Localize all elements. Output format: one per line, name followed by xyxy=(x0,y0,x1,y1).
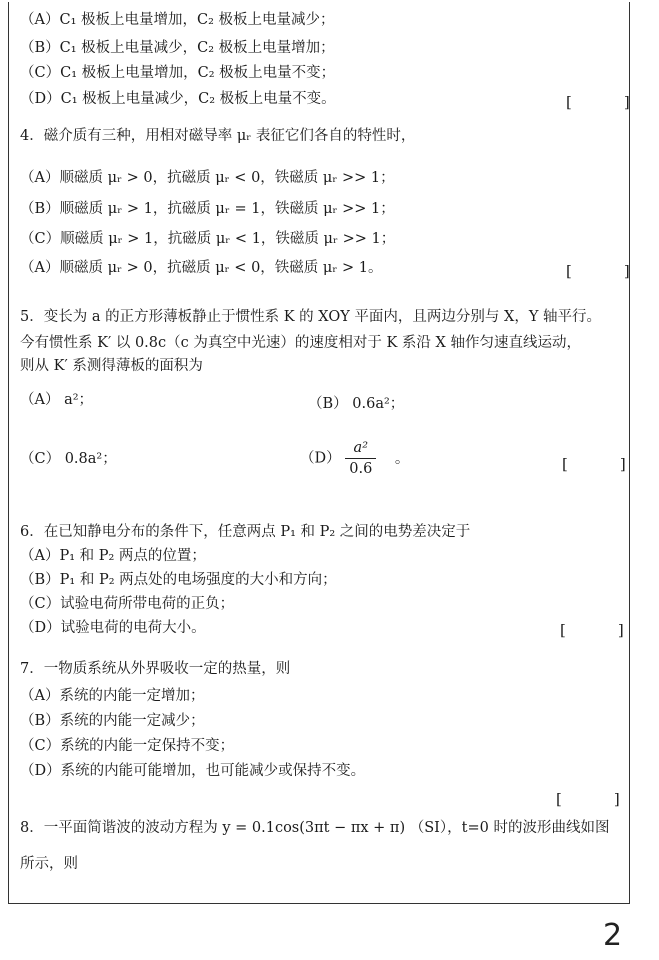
q5-stem-line2: 今有惯性系 K′ 以 0.8c（c 为真空中光速）的速度相对于 K 系沿 X 轴作匀速直线运动， xyxy=(20,335,581,351)
q5-option-d-end: 。 xyxy=(394,450,410,467)
q7-stem: 7．一物质系统从外界吸收一定的热量，则 xyxy=(20,661,291,677)
bracket-right: ] xyxy=(619,455,626,473)
q7-option-c: （C）系统的内能一定保持不变； xyxy=(20,738,235,754)
q5-option-b: （B） 0.6a²； xyxy=(308,396,405,412)
q6-option-a: （A）P₁ 和 P₂ 两点的位置； xyxy=(20,548,206,564)
q6-option-d: （D）试验电荷的电荷大小。 xyxy=(20,620,206,636)
q5-stem-line1: 5．变长为 a 的正方形薄板静止于惯性系 K 的 XOY 平面内，且两边分别与 X，Y 轴平行。 xyxy=(20,309,601,325)
q8-stem-line1: 8．一平面简谐波的波动方程为 y = 0.1cos(3πt − πx + π) （SI），t=0 时的波形曲线如图 xyxy=(20,820,610,836)
q7-option-b: （B）系统的内能一定减少； xyxy=(20,713,205,729)
q5-option-d-fraction xyxy=(345,438,376,479)
bracket-right: ] xyxy=(617,621,624,639)
q3-option-b: （B）C₁ 极板上电量减少，C₂ 极板上电量增加； xyxy=(20,40,335,56)
q4-option-c: （C）顺磁质 μᵣ > 1，抗磁质 μᵣ < 1，铁磁质 μᵣ >> 1； xyxy=(20,231,396,247)
bracket-left: [ xyxy=(566,93,572,111)
q5-option-c: （C） 0.8a²； xyxy=(20,451,117,467)
page-number: 2 xyxy=(603,918,623,953)
q4-option-d: （A）顺磁质 μᵣ > 0，抗磁质 μᵣ < 0，铁磁质 μᵣ > 1。 xyxy=(20,260,383,276)
bracket-left: [ xyxy=(566,262,572,280)
q6-stem: 6．在已知静电分布的条件下，任意两点 P₁ 和 P₂ 之间的电势差决定于 xyxy=(20,524,471,540)
q4-option-b: （B）顺磁质 μᵣ > 1，抗磁质 μᵣ = 1，铁磁质 μᵣ >> 1； xyxy=(20,201,395,217)
q4-stem: 4．磁介质有三种，用相对磁导率 μᵣ 表征它们各自的特性时， xyxy=(20,128,416,144)
q4-option-a: （A）顺磁质 μᵣ > 0，抗磁质 μᵣ < 0，铁磁质 μᵣ >> 1； xyxy=(20,170,395,186)
bracket-right: ] xyxy=(613,790,620,808)
q3-option-d: （D）C₁ 极板上电量减少，C₂ 极板上电量不变。 xyxy=(20,91,336,107)
bracket-left: [ xyxy=(562,455,568,473)
bracket-left: [ xyxy=(556,790,562,808)
bracket-right: ] xyxy=(623,262,630,280)
q5-option-d-label: （D） xyxy=(300,450,341,467)
q6-option-b: （B）P₁ 和 P₂ 两点处的电场强度的大小和方向； xyxy=(20,572,337,588)
bracket-right: ] xyxy=(623,93,630,111)
bracket-left: [ xyxy=(560,621,566,639)
q4-answer-bracket[interactable] xyxy=(566,262,630,280)
q8-stem-line2: 所示，则 xyxy=(20,856,78,872)
q6-option-c: （C）试验电荷所带电荷的正负； xyxy=(20,596,235,612)
q3-option-c: （C）C₁ 极板上电量增加，C₂ 极板上电量不变； xyxy=(20,65,336,81)
q7-option-d: （D）系统的内能可能增加，也可能减少或保持不变。 xyxy=(20,763,366,779)
q5-answer-bracket[interactable] xyxy=(562,455,626,473)
fraction-denominator: 0.6 xyxy=(349,461,373,477)
q5-option-d xyxy=(300,438,409,479)
q3-answer-bracket[interactable] xyxy=(566,93,630,111)
q5-option-a: （A） a²； xyxy=(20,392,94,408)
q7-answer-bracket[interactable] xyxy=(556,790,620,808)
fraction-numerator: a² xyxy=(345,438,376,459)
q7-option-a: （A）系统的内能一定增加； xyxy=(20,688,205,704)
q3-option-a: （A）C₁ 极板上电量增加，C₂ 极板上电量减少； xyxy=(20,12,335,28)
q6-answer-bracket[interactable] xyxy=(560,621,624,639)
q5-stem-line3: 则从 K′ 系测得薄板的面积为 xyxy=(20,358,203,374)
